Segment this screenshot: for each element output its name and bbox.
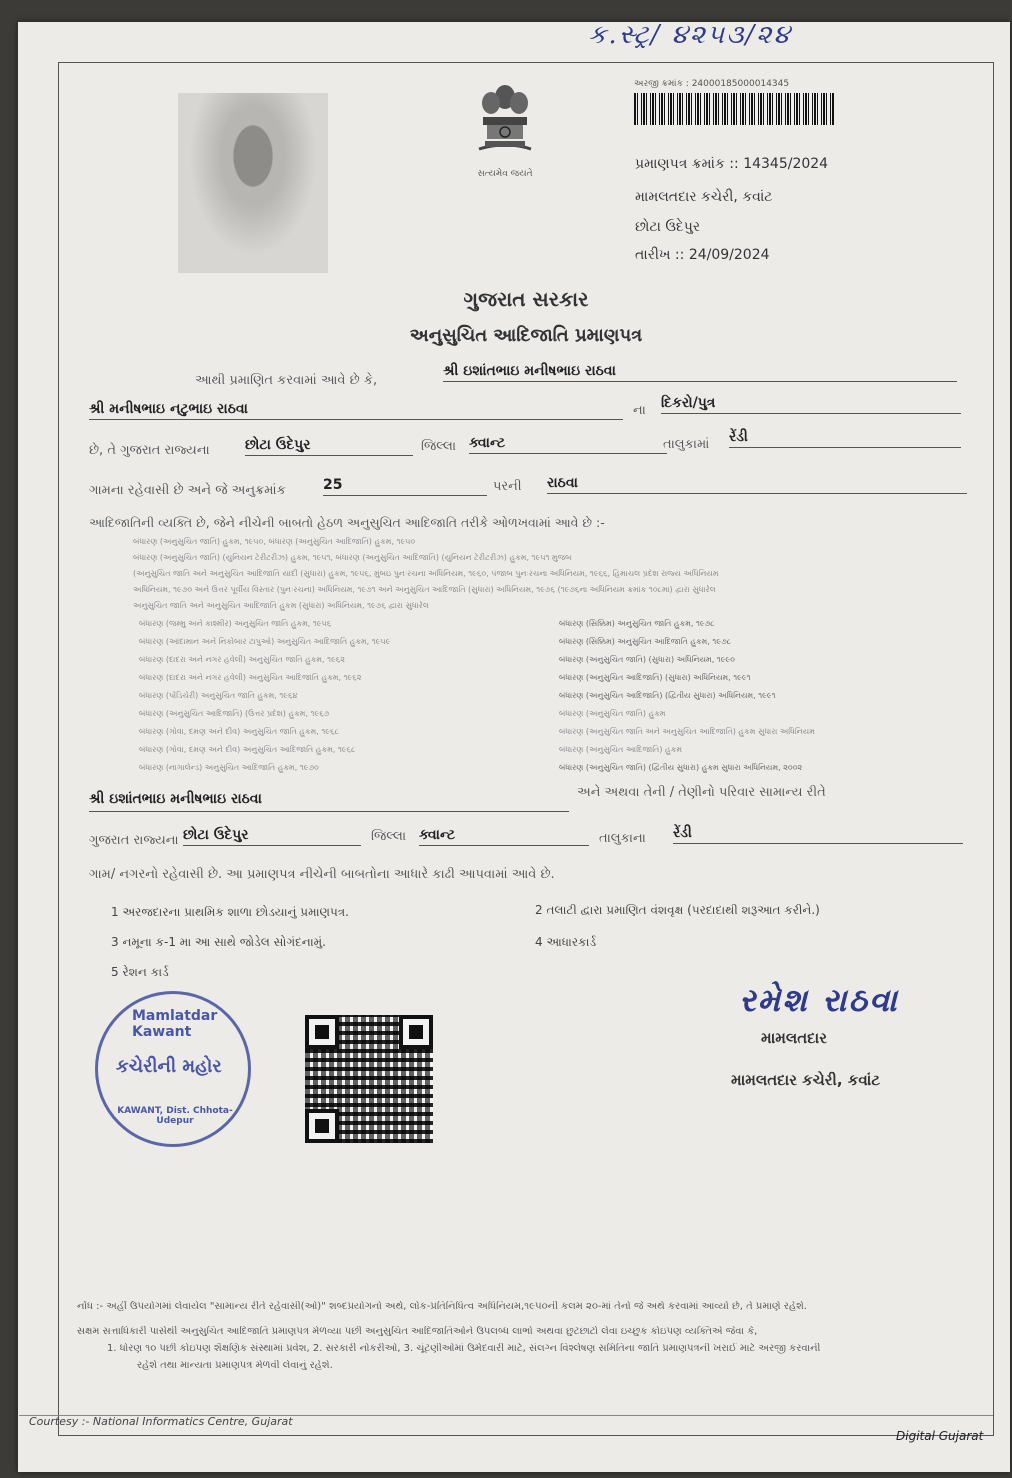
certificate-number-label: પ્રમાણપત્ર ક્રમાંક ::: [635, 156, 739, 172]
qr-finder: [305, 1015, 339, 1049]
certificate-number: 14345/2024: [743, 156, 829, 172]
document-item: 1 અરજદારના પ્રાથમિક શાળા છોડયાનું પ્રમાણપત્ર.: [111, 905, 349, 919]
state-label-2: ગુજરાત રાજ્યના: [89, 833, 179, 848]
document-item: 5 રેશન કાર્ડ: [111, 965, 169, 979]
issue-date-label: તારીખ ::: [635, 247, 685, 263]
certificate-number-row: [635, 156, 828, 172]
notes-section: [77, 1301, 977, 1371]
order-line: અધિનિયમ, ૧૯૭૦ અને ઉત્તર પૂર્વીય વિસ્તાર (પુનઃરચના) અધિનિયમ, ૧૯૭૧ અને અનુસુચિત આદિજાતિ (સુધારા) અધિનિયમ, ૧૯૭૬ (૧૯૭૬ના અધિનિયમ ક્રમાંક ૧૦૮મા) દ્વારા સુધારેલ: [133, 585, 716, 594]
order-item: બંધારણ (અનુસુચિત જાતિ) (સુધારા) અધિનિયમ, ૧૯૯૦: [559, 655, 735, 664]
state-label: છે, તે ગુજરાત રાજ્યના: [89, 443, 210, 458]
orders-left-column: [139, 619, 539, 781]
village-value-2: રેંડી: [673, 825, 963, 844]
note-line: નોંધ :- અહીં ઉપયોગમાં લેવાયેલ "સામાન્ય રીતે રહેવાસી(ઓ)" શબ્દપ્રયોગનો અર્થ, લોક-પ્રતિનિધિત્વ અધિનિયમ,૧૯૫૦ની કલમ ૨૦-માં તેનો જે અર્થ કરવામાં આવ્યો છે, તે પ્રમાણે રહેશે.: [77, 1301, 807, 1312]
orders-right-column: [559, 619, 969, 781]
order-item: બંધારણ (દાદરા અને નગર હવેલી) અનુસુચિત આદિજાતિ હુકમ, ૧૯૬૨: [139, 673, 362, 682]
taluka-label-2: તાલુકાના: [599, 831, 646, 846]
serial-number: 25: [323, 477, 487, 496]
order-item: બંધારણ (સિક્કિમ) અનુસુચિત જાતિ હુકમ, ૧૯૭૮: [559, 619, 715, 628]
taluka-value: ક્વાન્ટ: [469, 435, 667, 454]
certificate-sheet: [18, 22, 1010, 1472]
order-item: બંધારણ (ગોવા, દમણ અને દીવ) અનુસુચિત આદિજાતિ હુકમ, ૧૯૬૮: [139, 745, 356, 754]
seal-top-text: Mamlatdar Kawant: [132, 1008, 218, 1040]
order-item: બંધારણ (અનુસુચિત આદિજાતિ) (ઉત્તર પ્રદેશ) હુકમ, ૧૯૬૭: [139, 709, 330, 718]
family-label: અને અથવા તેની / તેણીનો પરિવાર સામાન્ય રીતે: [577, 785, 826, 800]
issue-date-row: [635, 247, 770, 263]
note-line: રહેશે તથા માન્યતા પ્રમાણપત્ર મેળવી લેવાનું રહેશે.: [137, 1360, 333, 1371]
certificate-frame: [29, 62, 994, 1436]
qr-code-icon: [305, 1015, 433, 1143]
handwritten-reference: ક.સ્ટ્ર/ ૪૨૫૩/૨૪: [588, 20, 792, 50]
relation: દિકરો/પુત્ર: [661, 395, 961, 414]
orders-intro: [133, 537, 963, 617]
district-value: છોટા ઉદેપુર: [245, 437, 413, 456]
order-item: બંધારણ (જમ્મુ અને કાશ્મીર) અનુસુચિત જાતિ હુકમ, ૧૯૫૬: [139, 619, 332, 628]
father-name: શ્રી મનીષભાઇ નટુભાઇ રાઠવા: [89, 401, 623, 420]
barcode-icon: [634, 93, 834, 125]
order-item: બંધારણ (ગોવા, દમણ અને દીવ) અનુસુચિત જાતિ હુકમ, ૧૯૬૮: [139, 727, 339, 736]
order-item: બંધારણ (આંદામાન અને નિકોબાર ટાપુઓ) અનુસુચિત આદિજાતિ હુકમ, ૧૯૫૯: [139, 637, 391, 646]
order-item: બંધારણ (અનુસુચિત જાતિ અને અનુસુચિત આદિજાતિ) હુકમ સુધારા અધિનિયમ: [559, 727, 815, 736]
taluka-value-2: ક્વાન્ટ: [419, 827, 589, 846]
order-item: બંધારણ (દાદરા અને નગર હવેલી) અનુસુચિત જાતિ હુકમ, ૧૯૬૨: [139, 655, 345, 664]
signatory-designation: મામલતદાર: [761, 1029, 827, 1047]
certificate-title: અનુસુચિત આદિજાતિ પ્રમાણપત્ર: [409, 325, 643, 346]
district-value-2: છોટા ઉદેપુર: [183, 827, 361, 846]
order-item: બંધારણ (અનુસુચિત આદિજાતિ) (દ્વિતીય સુધારા) અધિનિયમ, ૧૯૯૧: [559, 691, 776, 700]
taluka-label: તાલુકામાં: [663, 437, 710, 452]
order-item: બંધારણ (સિક્કિમ) અનુસુચિત આદિજાતિ હુકમ, ૧૯૭૮: [559, 637, 732, 646]
national-emblem: [465, 79, 545, 179]
village-value: રેંડી: [729, 429, 961, 448]
order-line: બંધારણ (અનુસુચિત જાતિ) હુકમ, ૧૯૫૦, બંધારણ (અનુસુચિત આદિજાતિ) હુકમ, ૧૯૫૦: [133, 537, 416, 546]
order-line: (અનુસુચિત જાતિ અને અનુસુચિત આદિજાતિ યાદી (સુધારા) હુકમ, ૧૯૫૬, મુંબઇ પુનઃરચના અધિનિયમ, ૧૯૬૦, પંજાબ પુનઃરચના અધિનિયમ, ૧૯૬૬, હિમાચલ પ્રદેશ રાજ્ય અધિનિયમ: [133, 569, 719, 578]
district-label: જિલ્લા: [421, 439, 457, 454]
of-label: ના: [633, 403, 646, 418]
order-item: બંધારણ (પોંડિચેરી) અનુસુચિત જાતિ હુકમ, ૧૯૬૪: [139, 691, 298, 700]
applicant-name: શ્રી ઇશાંતભાઇ મનીષભાઇ રાઠવા: [443, 363, 957, 382]
officer-signature: રમેશ રાઠવા: [739, 981, 899, 1019]
seal-bottom-text: KAWANT, Dist. Chhota-Udepur: [117, 1106, 233, 1126]
seal-center-text: કચેરીની મહોર: [116, 1056, 222, 1077]
order-item: બંધારણ (અનુસુચિત આદિજાતિ) હુકમ: [559, 745, 682, 754]
on-label: પરની: [493, 479, 522, 494]
tribe-recognition-line: આદિજાતિની વ્યક્તિ છે, જેને નીચેની બાબતો હેઠળ અનુસુચિત આદિજાતિ તરીકે ઓળખવામાં આવે છે :-: [89, 515, 605, 530]
government-heading: ગુજરાત સરકાર: [463, 287, 589, 311]
official-seal: [95, 991, 251, 1147]
qr-finder: [399, 1015, 433, 1049]
document-item: 4 આધારકાર્ડ: [535, 935, 597, 949]
basis-line: ગામ/ નગરનો રહેવાસી છે. આ પ્રમાણપત્ર નીચેની બાબતોના આધારે કાઢી આપવામાં આવે છે.: [89, 867, 555, 882]
issue-date: 24/09/2024: [688, 247, 770, 263]
document-item: 3 નમૂના ક-1 મા આ સાથે જોડેલ સોગંદનામું.: [111, 935, 326, 949]
certify-label: આથી પ્રમાણિત કરવામાં આવે છે કે,: [195, 373, 378, 388]
note-line: 1. ધોરણ ૧૦ પછી કોઇપણ શૈક્ષણિક સંસ્થામાં પ્રવેશ, 2. સરકારી નોકરીઓ, 3. ચૂંટણીઓમાં ઉમેદવારી માટે, સંલગ્ન વિશ્લેષણ સમિતિના જાતિ પ્રમાણપત્રની ખરાઈ માટે અરજી કરવાની: [107, 1343, 821, 1354]
application-number: અરજી ક્રમાંક : 24000185000014345: [634, 79, 790, 89]
tribe-name: રાઠવા: [547, 475, 967, 494]
applicant-photo: [178, 93, 328, 273]
document-item: 2 તલાટી દ્વારા પ્રમાણિત વંશવૃક્ષ (પરદાદાથી શરૂઆત કરીને.): [535, 903, 820, 917]
order-item: બંધારણ (અનુસુચિત આદિજાતિ) (સુધારા) અધિનિયમ, ૧૯૯૧: [559, 673, 751, 682]
qr-finder: [305, 1109, 339, 1143]
courtesy-text: Courtesy :- National Informatics Centre, Gujarat: [29, 1415, 293, 1428]
note-line: સક્ષમ સત્તાધિકારી પાસેથી અનુસુચિત આદિજાતિ પ્રમાણપત્ર મેળવ્યા પછી અનુસુચિત આદિજાતિઓને ઉપલબ્ધ લાભો અથવા છુટછાટો લેવા ઇચ્છુક કોઇપણ વ્યક્તિએ જેવા કે,: [77, 1326, 758, 1337]
ashoka-emblem-icon: [469, 79, 541, 165]
order-item: બંધારણ (નાગાલેન્ડ) અનુસુચિત આદિજાતિ હુકમ, ૧૯૭૦: [139, 763, 319, 772]
issuing-office: મામલતદાર કચેરી, કવાંટ: [635, 189, 773, 205]
order-line: અનુસુચિત જાતિ અને અનુસુચિત આદિજાતિ હુકમ (સુધારા) અધિનિયમ, ૧૯૭૬ દ્વારા સુધારેલ: [133, 601, 429, 610]
order-item: બંધારણ (અનુસુચિત જાતિ) હુકમ: [559, 709, 666, 718]
emblem-motto: સત્યમેવ જયતે: [477, 169, 533, 179]
resident-label: ગામના રહેવાસી છે અને જે અનુક્રમાંક: [89, 483, 286, 498]
order-line: બંધારણ (અનુસુચિત જાતિ) (યુનિયન ટેરીટરીઝ) હુકમ, ૧૯૫૧, બંધારણ (અનુસુચિત આદિજાતિ) (યુનિયન ટેરીટરીઝ) હુકમ, ૧૯૫૧ મુજબ: [133, 553, 572, 562]
order-item: બંધારણ (અનુસુચિત જાતિ) (દ્વિતીય સુધારા) હુકમ સુધારા અધિનિયમ, ૨૦૦૨: [559, 763, 803, 772]
issuing-district: છોટા ઉદેપુર: [635, 219, 701, 235]
signatory-office: મામલતદાર કચેરી, કવાંટ: [731, 1071, 881, 1089]
district-label-2: જિલ્લા: [371, 829, 407, 844]
applicant-name-repeat: શ્રી ઇશાંતભાઇ મનીષભાઇ રાઠવા: [89, 791, 569, 812]
digital-gujarat-brand: Digital Gujarat: [896, 1429, 984, 1443]
